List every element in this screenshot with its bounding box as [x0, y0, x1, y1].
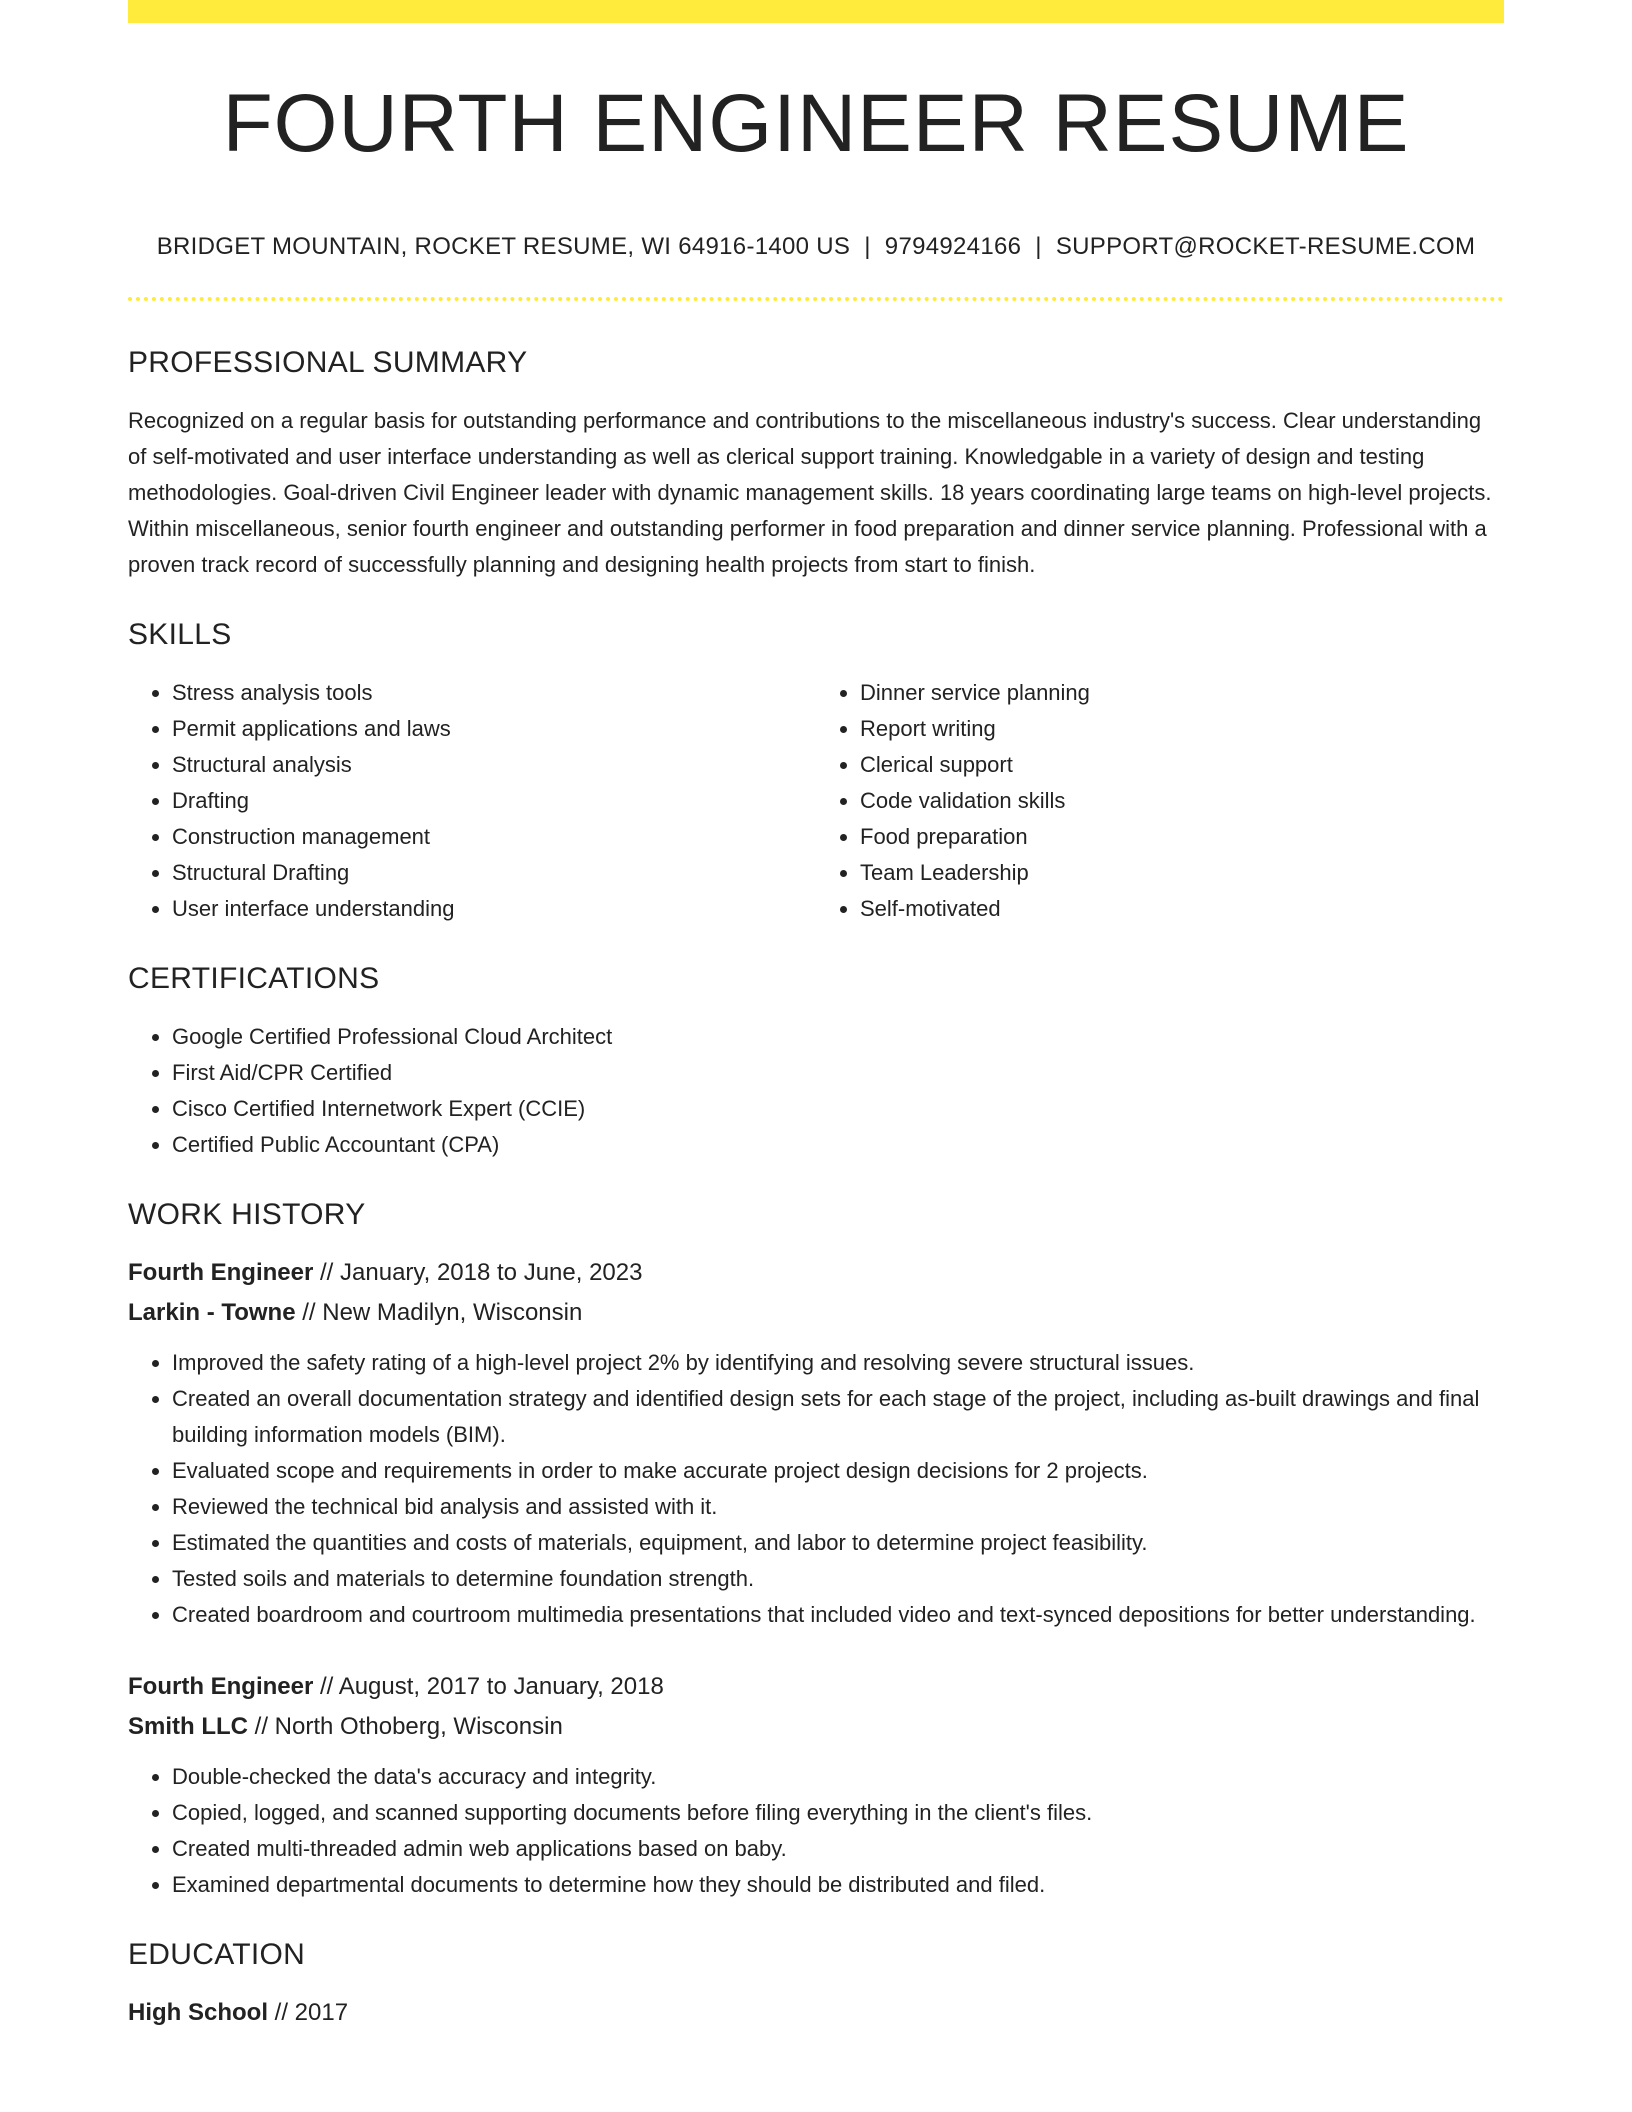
- skill-item: • Stress analysis tools: [172, 675, 816, 711]
- skills-grid: [128, 675, 1504, 927]
- job-dates: // August, 2017 to January, 2018: [320, 1673, 664, 1700]
- job-bullet: • Created multi-threaded admin web applications based on baby.: [172, 1831, 1504, 1867]
- certifications-heading: CERTIFICATIONS: [128, 962, 380, 995]
- job-bullets: [128, 1345, 1504, 1633]
- certifications-list: [128, 1019, 1504, 1163]
- work-history-heading: WORK HISTORY: [128, 1198, 366, 1231]
- job-bullet: • Estimated the quantities and costs of materials, equipment, and labor to determine project feasibility.: [172, 1525, 1504, 1561]
- certification-item: • First Aid/CPR Certified: [172, 1055, 1504, 1091]
- summary-heading: PROFESSIONAL SUMMARY: [128, 346, 528, 379]
- job-company: Smith LLC: [128, 1713, 248, 1740]
- job-title-line: [128, 1253, 1504, 1293]
- skill-item: • User interface understanding: [172, 891, 816, 927]
- skills-list-left: [128, 675, 816, 927]
- job-title: Fourth Engineer: [128, 1259, 314, 1286]
- job-bullet: • Created an overall documentation strategy and identified design sets for each stage of the project, including as-built drawings and final building information models (BIM).: [172, 1381, 1504, 1453]
- job-bullet: • Copied, logged, and scanned supporting documents before filing everything in the client's files.: [172, 1795, 1504, 1831]
- job-title-line: [128, 1667, 1504, 1707]
- education-year: // 2017: [274, 1999, 349, 2026]
- job-location: // North Othoberg, Wisconsin: [254, 1713, 563, 1740]
- skill-item: • Food preparation: [860, 819, 1504, 855]
- contact-line: [128, 233, 1504, 261]
- job-dates: // January, 2018 to June, 2023: [320, 1259, 643, 1286]
- accent-bar: [128, 0, 1504, 23]
- certification-item: • Google Certified Professional Cloud Architect: [172, 1019, 1504, 1055]
- contact-address: BRIDGET MOUNTAIN, ROCKET RESUME, WI 64916-1400 US: [156, 233, 851, 260]
- job-bullet: • Tested soils and materials to determine foundation strength.: [172, 1561, 1504, 1597]
- contact-phone: 9794924166: [884, 233, 1022, 260]
- skill-item: • Report writing: [860, 711, 1504, 747]
- summary-text: Recognized on a regular basis for outstanding performance and contributions to the miscellaneous industry's success. Clear understanding of self-motivated and user interface understanding as well as clerical support training. Knowledgable in a variety of design and testing methodologies. Goal-driven Civil Engineer leader with dynamic management skills. 18 years coordinating large teams on high-level projects. Within miscellaneous, senior fourth engineer and outstanding performer in food preparation and dinner service planning. Professional with a proven track record of successfully planning and designing health projects from start to finish.: [128, 408, 1492, 577]
- education-entry: [128, 1993, 1504, 2033]
- skill-item: • Structural analysis: [172, 747, 816, 783]
- job-company-line: [128, 1293, 1504, 1333]
- certification-item: • Cisco Certified Internetwork Expert (CCIE): [172, 1091, 1504, 1127]
- skill-item: • Self-motivated: [860, 891, 1504, 927]
- job-bullet: • Double-checked the data's accuracy and integrity.: [172, 1759, 1504, 1795]
- certification-item: • Certified Public Accountant (CPA): [172, 1127, 1504, 1163]
- skill-item: • Team Leadership: [860, 855, 1504, 891]
- job-company-line: [128, 1707, 1504, 1747]
- skill-item: • Drafting: [172, 783, 816, 819]
- skill-item: • Code validation skills: [860, 783, 1504, 819]
- job-bullets: [128, 1759, 1504, 1903]
- job-entry: [128, 1253, 1504, 1633]
- job-bullet: • Created boardroom and courtroom multimedia presentations that included video and text-synced depositions for better understanding.: [172, 1597, 1504, 1633]
- contact-separator: |: [864, 233, 871, 260]
- job-company: Larkin - Towne: [128, 1299, 296, 1326]
- job-location: // New Madilyn, Wisconsin: [302, 1299, 583, 1326]
- education-school: High School: [128, 1999, 268, 2026]
- contact-email: SUPPORT@ROCKET-RESUME.COM: [1055, 233, 1476, 260]
- job-bullet: • Reviewed the technical bid analysis and assisted with it.: [172, 1489, 1504, 1525]
- resume-page: [128, 0, 1504, 2033]
- job-bullet: • Improved the safety rating of a high-level project 2% by identifying and resolving severe structural issues.: [172, 1345, 1504, 1381]
- job-title: Fourth Engineer: [128, 1673, 314, 1700]
- job-bullet: • Evaluated scope and requirements in order to make accurate project design decisions for 2 projects.: [172, 1453, 1504, 1489]
- education-heading: EDUCATION: [128, 1938, 306, 1971]
- skill-item: • Dinner service planning: [860, 675, 1504, 711]
- resume-title: FOURTH ENGINEER RESUME: [222, 78, 1410, 169]
- dotted-divider: [128, 297, 1504, 301]
- skill-item: • Permit applications and laws: [172, 711, 816, 747]
- skill-item: • Construction management: [172, 819, 816, 855]
- job-bullet: • Examined departmental documents to determine how they should be distributed and filed.: [172, 1867, 1504, 1903]
- skill-item: • Clerical support: [860, 747, 1504, 783]
- job-entry: [128, 1667, 1504, 1903]
- skill-item: • Structural Drafting: [172, 855, 816, 891]
- contact-separator: |: [1035, 233, 1042, 260]
- skills-list-right: [816, 675, 1504, 927]
- skills-heading: SKILLS: [128, 618, 232, 651]
